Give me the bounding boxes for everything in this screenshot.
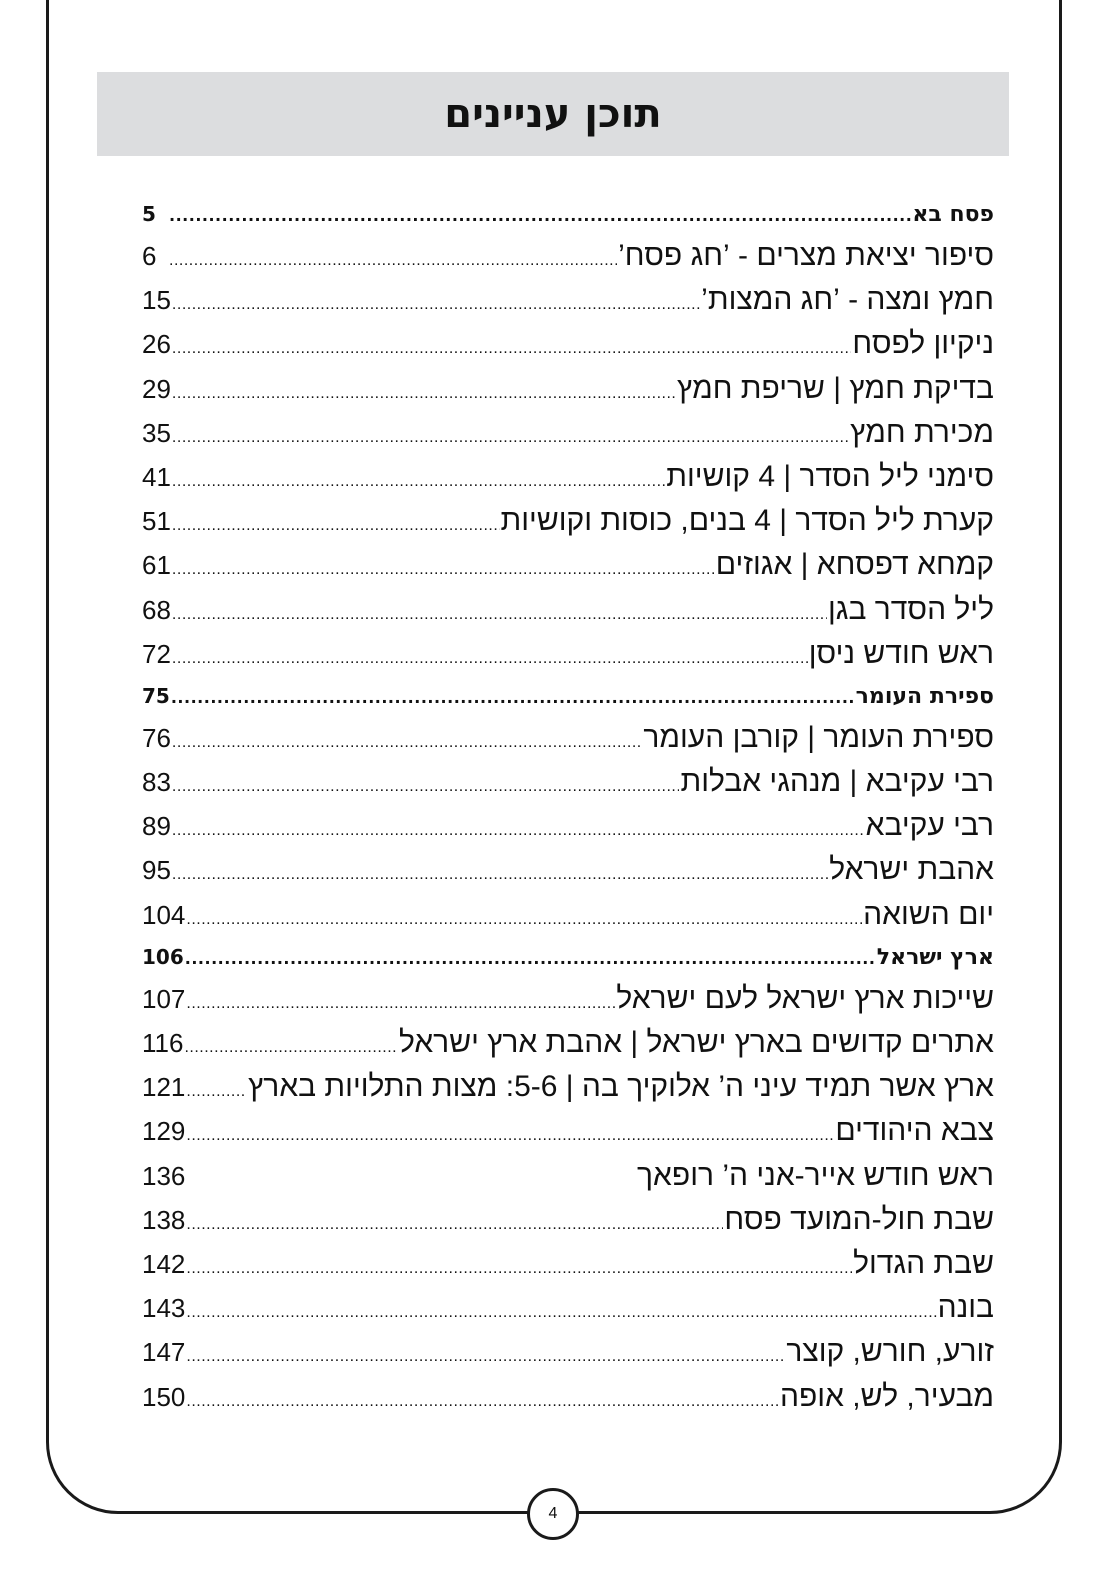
toc-page-number: 89	[142, 811, 171, 842]
toc-section-title: ספירת העומר	[855, 683, 994, 709]
toc-dot-leader	[186, 1203, 723, 1242]
toc-section-row[interactable]	[142, 194, 994, 234]
toc-entry-row[interactable]	[142, 322, 994, 366]
toc-page-number: 121	[142, 1072, 186, 1103]
toc-dot-leader	[172, 372, 676, 411]
page-title: תוכן עניינים	[444, 91, 662, 137]
toc-entry-title: ספירת העומר | קורבן העומר	[643, 720, 994, 754]
toc-entry-title: צבא היהודים	[835, 1114, 994, 1148]
toc-dot-leader	[172, 416, 849, 455]
toc-entry-title: שבת הגדול	[853, 1246, 994, 1280]
toc-entry-row[interactable]	[142, 977, 994, 1021]
toc-page-number: 138	[142, 1204, 186, 1235]
toc-page-number: 75	[142, 683, 170, 708]
toc-entry-row[interactable]	[142, 1065, 994, 1109]
toc-dot-leader	[172, 765, 680, 804]
toc-entry-row[interactable]	[142, 499, 994, 543]
toc-dot-leader	[172, 283, 700, 322]
toc-page-number: 147	[142, 1337, 186, 1368]
toc-dot-leader	[186, 1247, 852, 1286]
toc-page-number: 107	[142, 983, 186, 1014]
toc-entry-row[interactable]	[142, 278, 994, 322]
toc-page-number: 41	[142, 461, 171, 492]
toc-page-number: 143	[142, 1293, 186, 1324]
toc-page-number: 29	[142, 373, 171, 404]
toc-entry-row[interactable]	[142, 411, 994, 455]
toc-page-number: 150	[142, 1381, 186, 1412]
toc-page-number: 116	[142, 1028, 184, 1058]
toc-entry-row[interactable]	[142, 1330, 994, 1374]
toc-entry-title: חמץ ומצה - ’חג המצות’	[701, 283, 994, 317]
toc-entry-row[interactable]	[142, 1109, 994, 1153]
toc-entry-row[interactable]	[142, 543, 994, 587]
toc-page-number: 142	[142, 1248, 186, 1279]
toc-page-number: 35	[142, 417, 171, 448]
toc-dot-leader	[172, 504, 500, 543]
toc-page-number: 68	[142, 594, 171, 625]
toc-dot-leader	[186, 1291, 936, 1330]
toc-dot-leader	[186, 1070, 247, 1109]
toc-entry-row[interactable]	[142, 1242, 994, 1286]
toc-page-number: 5	[142, 202, 156, 226]
toc-page-number: 129	[142, 1116, 186, 1147]
toc-page-number: 26	[142, 329, 171, 360]
toc-entry-title: רבי עקיבא | מנהגי אבלות	[680, 765, 994, 799]
toc-dot-leader	[186, 982, 615, 1021]
toc-entry-row[interactable]	[142, 455, 994, 499]
toc-page-number: 104	[142, 899, 186, 930]
toc-entry-row[interactable]	[142, 367, 994, 411]
toc-dot-leader	[184, 1026, 398, 1065]
toc-dot-leader	[172, 593, 827, 632]
toc-entry-row[interactable]	[142, 760, 994, 804]
toc-entry-title: קמחא דפסחא | אגוזים	[715, 548, 994, 582]
toc-page-number: 51	[142, 506, 171, 537]
toc-entry-title: בונה	[937, 1291, 994, 1325]
toc-dot-leader	[186, 1380, 779, 1419]
toc-entry-row[interactable]	[142, 1286, 994, 1330]
table-of-contents	[142, 194, 994, 1419]
toc-dot-leader	[186, 1335, 785, 1374]
toc-entry-title: ארץ אשר תמיד עיני ה’ אלוקיך בה | 5-6: מצות התלויות בארץ	[248, 1070, 994, 1104]
toc-dot-leader	[186, 1114, 834, 1153]
toc-dot-leader	[172, 809, 865, 848]
toc-entry-title: יום השואה	[863, 897, 994, 931]
toc-entry-row[interactable]	[142, 804, 994, 848]
page-number: 4	[527, 1488, 579, 1540]
toc-dot-leader	[172, 327, 851, 366]
toc-entry-title: שייכות ארץ ישראל לעם ישראל	[616, 981, 994, 1015]
toc-entry-row[interactable]	[142, 234, 994, 278]
toc-entry-title: ניקיון לפסח	[852, 327, 994, 361]
toc-entry-title: שבת חול-המועד פסח	[724, 1202, 994, 1236]
toc-entry-title: ליל הסדר בגן	[827, 592, 994, 626]
toc-entry-row[interactable]	[142, 848, 994, 892]
toc-entry-title: סיפור יציאת מצרים - ’חג פסח’	[618, 239, 994, 272]
toc-page-number: 72	[142, 638, 171, 669]
toc-dot-leader	[169, 239, 617, 278]
toc-entry-title: ראש חודש ניסן	[808, 636, 994, 670]
title-bar	[97, 72, 1009, 156]
toc-entry-row[interactable]	[142, 588, 994, 632]
toc-dot-leader	[172, 721, 642, 760]
toc-entry-title: אהבת ישראל	[829, 853, 994, 887]
toc-dot-leader	[172, 548, 715, 587]
toc-page-number: 6	[142, 241, 157, 271]
toc-entry-title: מכירת חמץ	[850, 415, 994, 449]
toc-entry-row[interactable]	[142, 893, 994, 937]
toc-section-title: פסח בא	[912, 202, 994, 227]
toc-dot-leader	[171, 678, 855, 716]
toc-entry-title: קערת ליל הסדר | 4 בנים, כוסות וקושיות	[500, 504, 994, 538]
toc-entry-title: אתרים קדושים בארץ ישראל | אהבת ארץ ישראל	[399, 1026, 994, 1059]
toc-section-row[interactable]	[142, 676, 994, 716]
toc-entry-title: סימני ליל הסדר | 4 קושיות	[666, 459, 994, 493]
toc-entry-row[interactable]	[142, 716, 994, 760]
toc-dot-leader	[172, 460, 665, 499]
toc-entry-row[interactable]	[142, 632, 994, 676]
toc-dot-leader	[172, 637, 808, 676]
toc-page-number: 61	[142, 550, 171, 581]
toc-entry-row[interactable]	[142, 1021, 994, 1065]
toc-dot-leader	[172, 853, 828, 892]
toc-section-title: ארץ ישראל	[876, 944, 994, 970]
toc-entry-row[interactable]	[142, 1154, 994, 1198]
toc-entry-title: רבי עקיבא	[865, 809, 994, 843]
toc-dot-leader	[185, 939, 876, 977]
toc-dot-leader	[186, 1159, 636, 1198]
toc-page-number: 83	[142, 767, 171, 798]
toc-page-number: 95	[142, 855, 171, 886]
toc-page-number: 15	[142, 285, 171, 316]
toc-page-number: 76	[142, 722, 171, 753]
toc-entry-title: בדיקת חמץ | שריפת חמץ	[676, 371, 994, 405]
toc-page-number: 106	[142, 944, 184, 969]
toc-entry-row[interactable]	[142, 1375, 994, 1419]
toc-entry-title: מבעיר, לש, אופה	[779, 1379, 994, 1413]
toc-entry-title: זורע, חורש, קוצר	[786, 1335, 994, 1369]
toc-entry-title: ראש חודש אייר-אני ה’ רופאך	[637, 1158, 994, 1192]
toc-section-row[interactable]	[142, 937, 994, 977]
toc-entry-row[interactable]	[142, 1198, 994, 1242]
toc-dot-leader	[169, 196, 911, 234]
toc-dot-leader	[186, 898, 862, 937]
toc-page-number: 136	[142, 1160, 186, 1191]
